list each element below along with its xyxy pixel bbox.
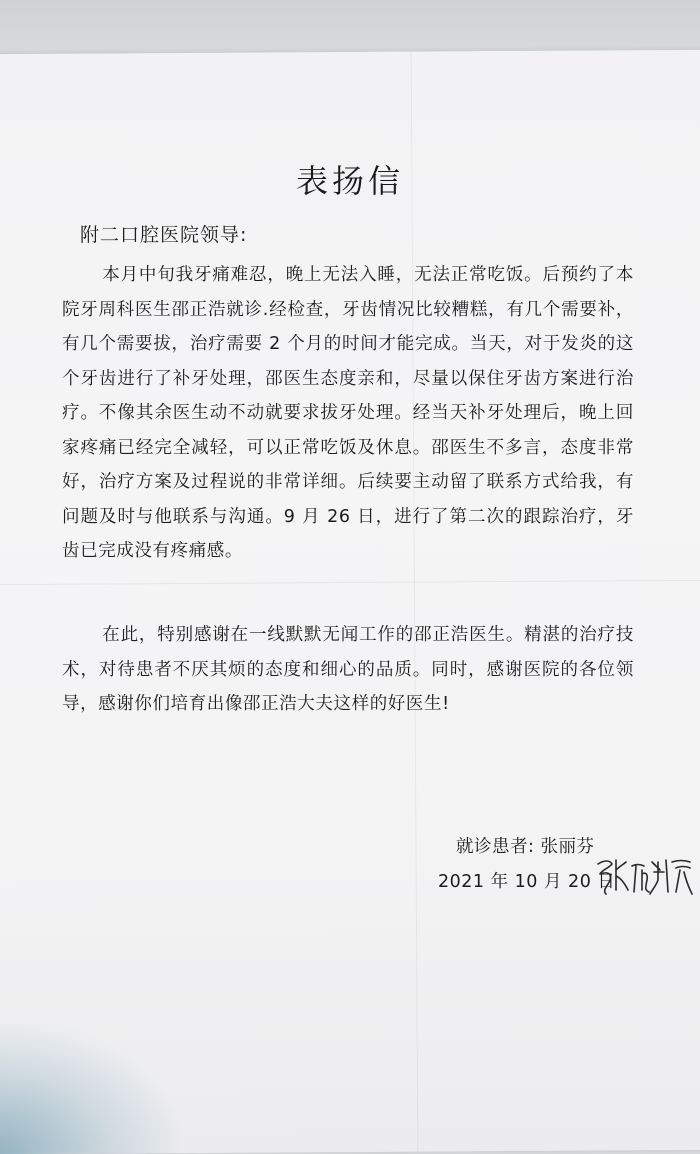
patient-signature-label: 就诊患者: 张丽芬	[456, 837, 595, 857]
letter-date: 2021 年 10 月 20 日	[438, 872, 616, 892]
letter-salutation: 附二口腔医院领导:	[80, 224, 248, 246]
paragraph-2-text: 在此，特别感谢在一线默默无闻工作的邵正浩医生。精湛的治疗技术，对待患者不厌其烦的态度和细心的品质。同时，感谢医院的各位领导，感谢你们培育出像邵正浩大夫这样的好医生!	[62, 625, 634, 714]
letter-title: 表扬信	[295, 162, 404, 200]
letter-paragraph-2	[62, 618, 634, 722]
paragraph-1-text: 本月中旬我牙痛难忍，晚上无法入睡，无法正常吃饭。后预约了本院牙周科医生邵正浩就诊.经检查，牙齿情况比较糟糕，有几个需要补，有几个需要拔，治疗需要 2 个月的时间才能完成。当天，对于发炎的这个牙齿进行了补牙处理，邵医生态度亲和，尽量以保住牙齿方案进行治疗。不像其余医生动不动就要求拔牙处理。经当天补牙处理后，晚上回家疼痛已经完全减轻，可以正常吃饭及休息。邵医生不多言，态度非常好，治疗方案及过程说的非常详细。后续要主动留了联系方式给我，有问题及时与他联系与沟通。9 月 26 日，进行了第二次的跟踪治疗，牙齿已完成没有疼痛感。	[62, 265, 634, 561]
handwritten-signature	[594, 850, 694, 900]
letter-paragraph-1	[62, 258, 634, 569]
